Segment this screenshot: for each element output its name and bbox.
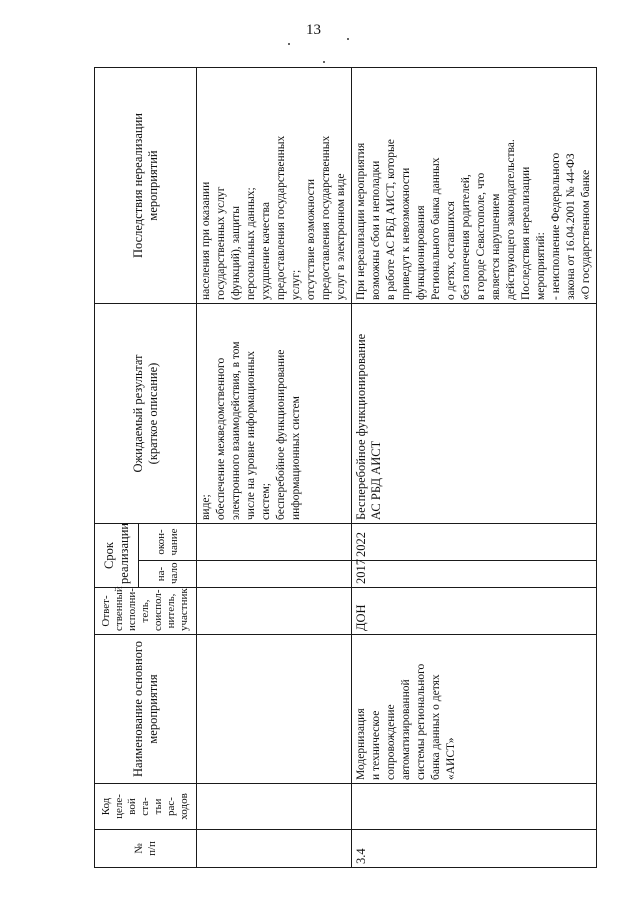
cell-num: 3.4: [352, 830, 597, 868]
header-num: № п/п: [95, 830, 197, 868]
cell-responsible: [197, 588, 352, 635]
activities-table: [94, 67, 597, 868]
cell-result: виде; обеспечение межведомственного электронного взаимодействия, в том числе на уровне информационных систем; бесперебойное функционирование информационных систем: [197, 304, 352, 524]
header-row: [95, 68, 139, 868]
scan-speck: [323, 61, 325, 63]
cell-name: [197, 635, 352, 784]
table-row: [197, 68, 352, 868]
page-number: 13: [306, 22, 321, 38]
header-period-start: на- чало: [139, 561, 197, 588]
header-name: Наименование основного мероприятия: [95, 635, 197, 784]
scan-speck: [347, 38, 349, 40]
rotated-table-container: [94, 68, 592, 868]
cell-end: 2022: [352, 524, 597, 561]
cell-consequences: При нереализации мероприятия возможны сбои и неполадки в работе АС РБД АИСТ, которые приведут к невозможности функционирования Регионального банка данных о детях, оставшихся без попечения родителей, в городе Севастополе, что является нарушением действующего законодательства. Последствия нереализации мероприятий: - неисполнение Федерального закона от 16.04.2001 № 44-ФЗ «О государственном банке: [352, 68, 597, 304]
header-responsible: Ответ- ственный исполни- тель, соиспол- нитель, участник: [95, 588, 197, 635]
cell-start: [197, 561, 352, 588]
header-consequences: Последствия нереализации мероприятий: [95, 68, 197, 304]
cell-end: [197, 524, 352, 561]
scan-speck: [288, 43, 290, 45]
cell-num: [197, 830, 352, 868]
cell-consequences: населения при оказании государственных услуг (функций), защиты персональных данных; ухудшение качества предоставления государственных услуг; отсутствие возможности предоставления государственных услуг в электронном виде: [197, 68, 352, 304]
header-period: Срок реализации: [95, 524, 139, 588]
header-period-end: окон- чание: [139, 524, 197, 561]
header-code: Код целе- вой ста- тьи рас- ходов: [95, 784, 197, 830]
cell-responsible: ДОН: [352, 588, 597, 635]
table-row: [352, 68, 597, 868]
cell-code: [197, 784, 352, 830]
cell-start: 2017: [352, 561, 597, 588]
header-result: Ожидаемый результат (краткое описание): [95, 304, 197, 524]
cell-result: Бесперебойное функционирование АС РБД АИСТ: [352, 304, 597, 524]
cell-name: Модернизация и техническое сопровождение автоматизированной системы регионального банка данных о детях «АИСТ»: [352, 635, 597, 784]
cell-code: [352, 784, 597, 830]
